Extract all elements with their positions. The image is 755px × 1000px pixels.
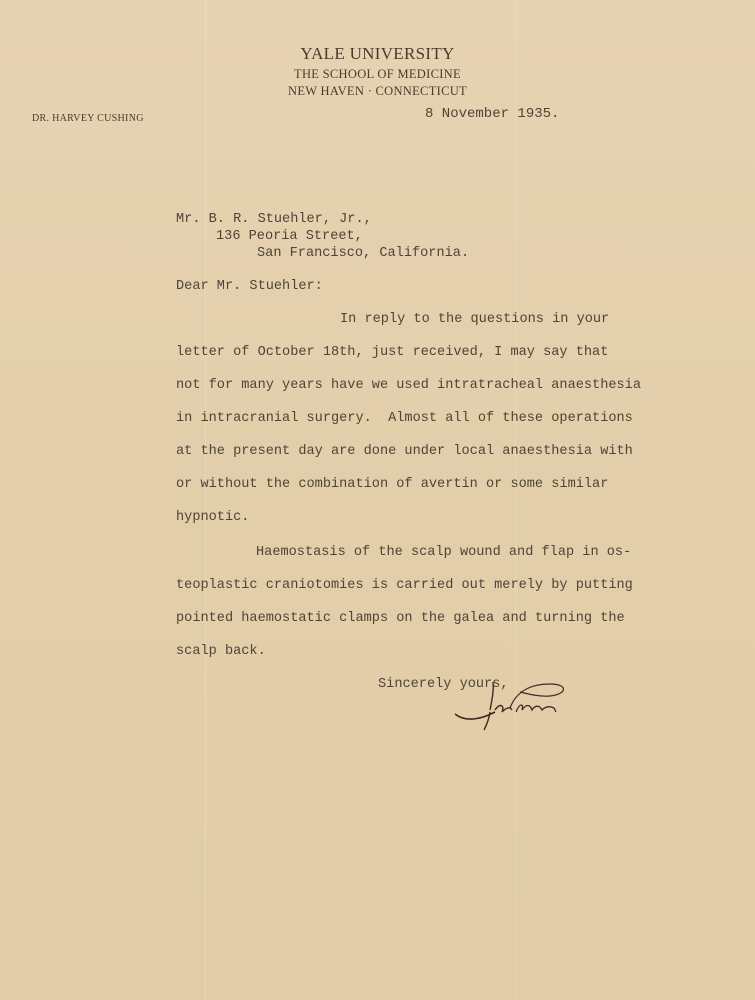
salutation: Dear Mr. Stuehler:: [176, 279, 323, 294]
letterhead-institution: YALE UNIVERSITY: [300, 44, 455, 63]
body-line: at the present day are done under local anaesthesia with: [176, 444, 633, 459]
body-line: or without the combination of avertin or some similar: [176, 477, 609, 492]
body-line: teoplastic craniotomies is carried out merely by putting: [176, 578, 633, 593]
body-line: pointed haemostatic clamps on the galea and turning the: [176, 611, 625, 626]
paper-fold: [515, 0, 516, 1000]
body-line: in intracranial surgery. Almost all of these operations: [176, 411, 633, 426]
address-line: San Francisco, California.: [257, 246, 470, 261]
body-line: letter of October 18th, just received, I may say that: [176, 345, 609, 360]
address-line: 136 Peoria Street,: [216, 229, 363, 244]
handwritten-signature: [450, 672, 580, 732]
body-line: hypnotic.: [176, 510, 250, 525]
body-line: scalp back.: [176, 644, 266, 659]
paper-fold: [205, 0, 206, 1000]
body-line: Haemostasis of the scalp wound and flap in os-: [256, 545, 632, 560]
letter-date: 8 November 1935.: [425, 106, 560, 122]
body-line: In reply to the questions in your: [340, 312, 610, 327]
letterhead-location: NEW HAVEN · CONNECTICUT: [288, 84, 467, 98]
body-line: not for many years have we used intratracheal anaesthesia: [176, 378, 641, 393]
letterhead-school: THE SCHOOL OF MEDICINE: [294, 67, 461, 81]
address-line: Mr. B. R. Stuehler, Jr.,: [176, 212, 372, 227]
closing: Sincerely yours,: [378, 677, 509, 692]
letterhead-sender: DR. HARVEY CUSHING: [32, 113, 144, 124]
